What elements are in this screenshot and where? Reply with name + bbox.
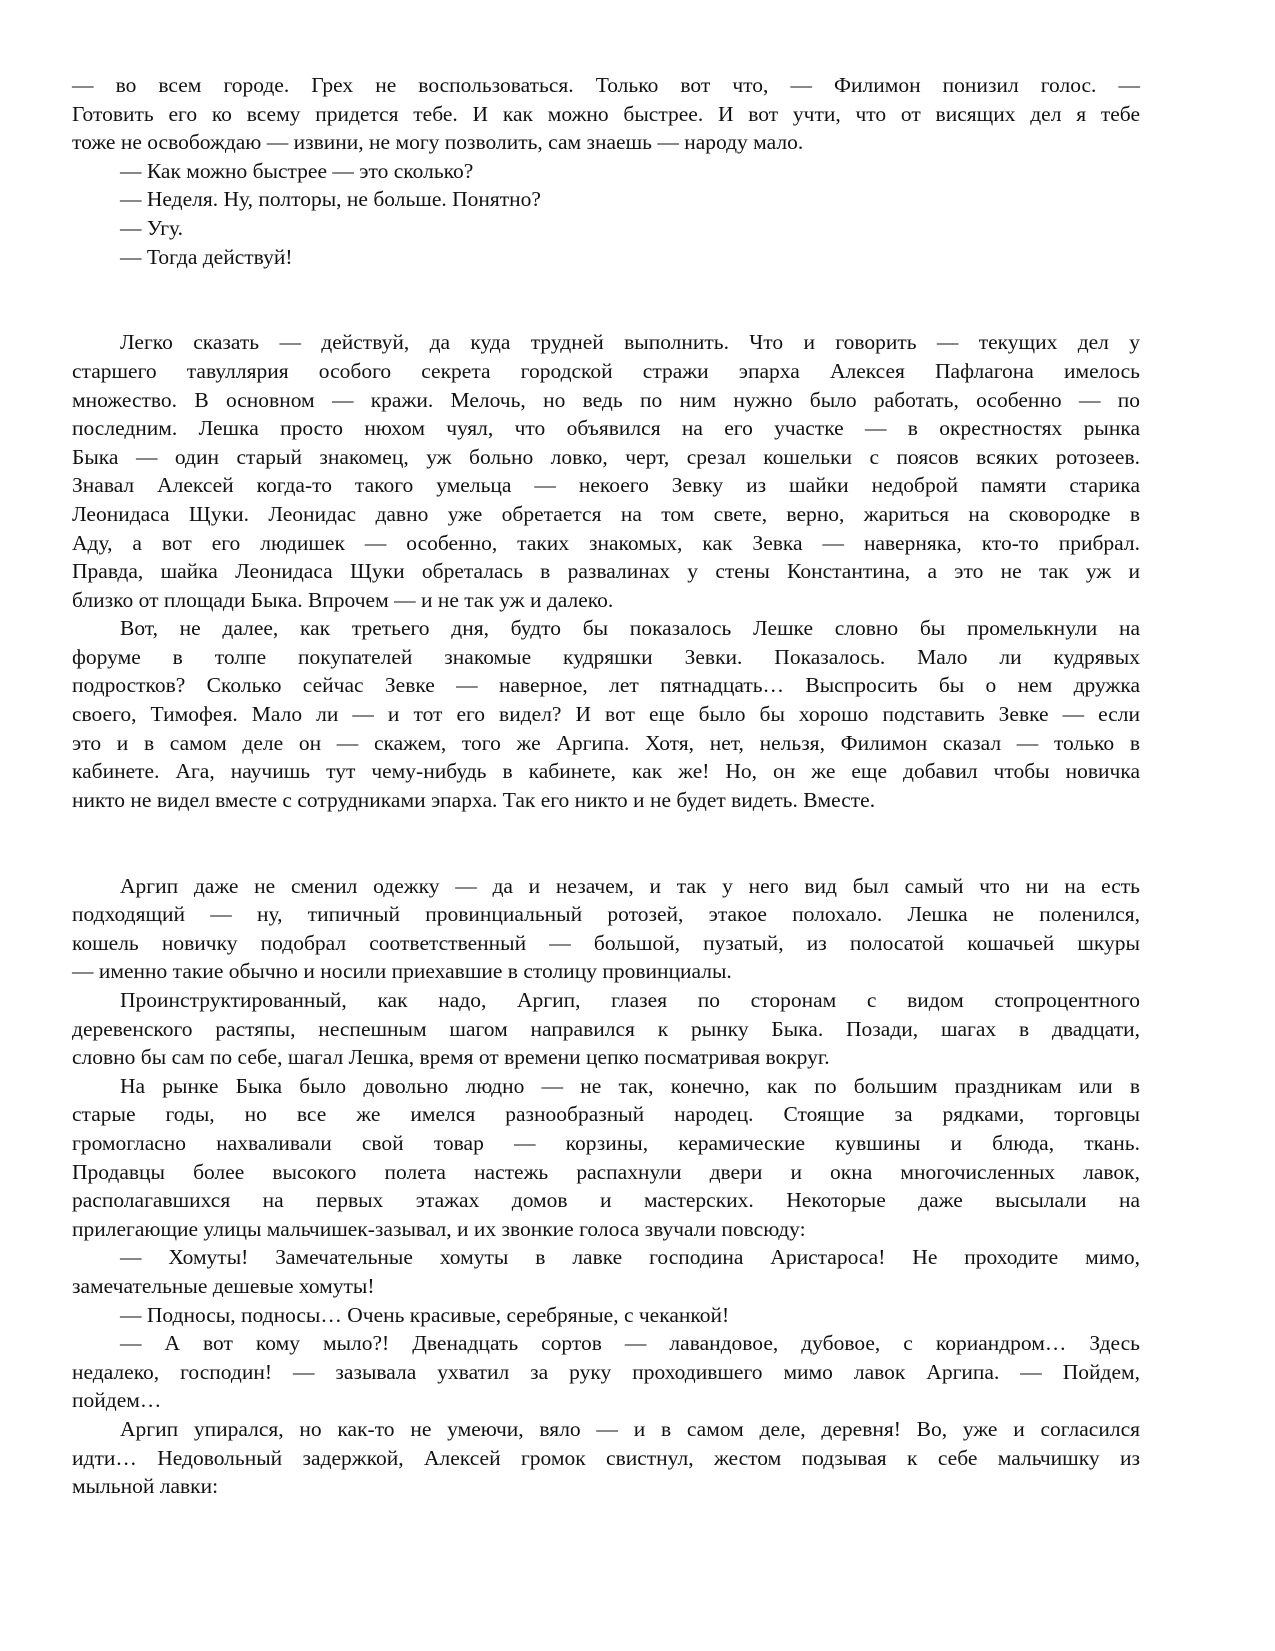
text-line: Проинструктированный, как надо, Аргип, глазея по сторонам с видом стопроцентного — [120, 988, 1140, 1012]
text-line: — Хомуты! Замечательные хомуты в лавке господина Аристароса! Не проходите мимо, — [120, 1245, 1140, 1270]
text-line: форуме в толпе покупателей знакомые кудряшки Зевки. Показалось. Мало ли кудрявых — [72, 644, 1140, 669]
text-line: — А вот кому мыло?! Двенадцать сортов — лавандовое, дубовое, с кориандром… Здесь — [120, 1331, 1140, 1356]
text-line: — Подносы, подносы… Очень красивые, серебряные, с чеканкой! — [120, 1302, 730, 1327]
paragraph — [72, 243, 1140, 272]
text-line: это и в самом деле он — скажем, того же Аргипа. Хотя, нет, нельзя, Филимон сказал — только в — [72, 730, 1140, 755]
text-line: идти… Недовольный задержкой, Алексей громок свистнул, жестом подзывая к себе мальчишку из — [72, 1445, 1140, 1470]
paragraph — [72, 986, 1140, 1072]
text-line: Быка — один старый знакомец, уж больно ловко, черт, срезал кошельки с поясов всяких ротозеев. — [72, 444, 1140, 469]
text-line: прилегающие улицы мальчишек-зазывал, и их звонкие голоса звучали повсюду: — [72, 1216, 806, 1241]
text-line: старые годы, но все же имелся разнообразный народец. Стоящие за рядками, торговцы — [72, 1102, 1140, 1127]
text-line: — во всем городе. Грех не воспользоваться. Только вот что, — Филимон понизил голос. — — [72, 73, 1140, 97]
text-line: словно бы сам по себе, шагал Лешка, время от времени цепко посматривая вокруг. — [72, 1045, 830, 1070]
paragraph — [72, 328, 1140, 614]
text-line: громогласно нахваливали свой товар — корзины, керамические кувшины и блюда, ткань. — [72, 1130, 1140, 1155]
paragraph — [72, 1072, 1140, 1244]
document-page — [72, 71, 1140, 1501]
text-line: деревенского растяпы, неспешным шагом направился к рынку Быка. Позади, шагах в двадцати, — [72, 1016, 1140, 1041]
paragraph — [72, 872, 1140, 986]
paragraph — [72, 1329, 1140, 1415]
paragraph — [72, 1301, 1140, 1330]
text-line: — Тогда действуй! — [120, 244, 293, 269]
paragraph — [72, 1243, 1140, 1300]
paragraph — [72, 214, 1140, 243]
text-line: Продавцы более высокого полета настежь распахнули двери и окна многочисленных лавок, — [72, 1159, 1140, 1184]
text-line: Аду, а вот его людишек — особенно, таких знакомых, как Зевка — наверняка, кто-то прибрал. — [72, 530, 1140, 555]
paragraph — [72, 614, 1140, 814]
text-line: — именно такие обычно и носили приехавшие в столицу провинциалы. — [72, 959, 732, 984]
text-line: кошель новичку подобрал соответственный — большой, пузатый, из полосатой кошачьей шкуры — [72, 930, 1140, 955]
text-line: Знавал Алексей когда-то такого умельца — некоего Зевку из шайки недоброй памяти старика — [72, 473, 1140, 498]
text-line: никто не видел вместе с сотрудниками эпарха. Так его никто и не будет видеть. Вместе. — [72, 787, 876, 812]
paragraph — [72, 1415, 1140, 1501]
text-line: кабинете. Ага, научишь тут чему-нибудь в кабинете, как же! Но, он же еще добавил чтобы новичка — [72, 759, 1140, 784]
text-line: — Неделя. Ну, полторы, не больше. Понятно? — [120, 187, 541, 212]
text-line: Леонидаса Щуки. Леонидас давно уже обретается на том свете, верно, жариться на сковородке в — [72, 501, 1140, 526]
paragraph — [72, 71, 1140, 157]
text-line: недалеко, господин! — зазывала ухватил за руку проходившего мимо лавок Аргипа. — Пойдем, — [72, 1359, 1140, 1384]
text-line: располагавшихся на первых этажах домов и мастерских. Некоторые даже высылали на — [72, 1188, 1140, 1213]
text-line: подходящий — ну, типичный провинциальный ротозей, этакое полохало. Лешка не поленился, — [72, 902, 1140, 927]
text-line: Аргип даже не сменил одежку — да и незачем, и так у него вид был самый что ни на есть — [120, 873, 1140, 898]
paragraph — [72, 157, 1140, 186]
paragraph — [72, 185, 1140, 214]
text-line: Вот, не далее, как третьего дня, будто бы показалось Лешке словно бы промелькнули на — [120, 616, 1140, 641]
text-line: старшего тавуллярия особого секрета городской стражи эпарха Алексея Пафлагона имелось — [72, 358, 1140, 383]
text-line: — Как можно быстрее — это сколько? — [120, 158, 474, 183]
text-line: мыльной лавки: — [72, 1474, 219, 1499]
text-line: подростков? Сколько сейчас Зевке — наверное, лет пятнадцать… Выспросить бы о нем дружка — [72, 673, 1140, 698]
text-line: Готовить его ко всему придется тебе. И как можно быстрее. И вот учти, что от висящих дел я тебе — [72, 101, 1140, 126]
text-line: Легко сказать — действуй, да куда трудней выполнить. Что и говорить — текущих дел у — [120, 330, 1140, 355]
text-line: множество. В основном — кражи. Мелочь, но ведь по ним нужно было работать, особенно — по — [72, 387, 1140, 412]
text-line: На рынке Быка было довольно людно — не так, конечно, как по большим праздникам или в — [120, 1073, 1140, 1098]
text-line: последним. Лешка просто нюхом чуял, что объявился на его участке — в окрестностях рынка — [72, 416, 1140, 441]
text-line: тоже не освобождаю — извини, не могу позволить, сам знаешь — народу мало. — [72, 130, 804, 155]
text-line: замечательные дешевые хомуты! — [72, 1273, 375, 1298]
text-line: близко от площади Быка. Впрочем — и не так уж и далеко. — [72, 587, 614, 612]
text-line: Аргип упирался, но как-то не умеючи, вяло — и в самом деле, деревня! Во, уже и согласился — [120, 1416, 1140, 1441]
text-line: своего, Тимофея. Мало ли — и тот его видел? И вот еще было бы хорошо подставить Зевке — если — [72, 702, 1140, 727]
text-line: Правда, шайка Леонидаса Щуки обреталась в развалинах у стены Константина, а это не так уж и — [72, 559, 1140, 584]
text-line: — Угу. — [120, 215, 183, 240]
section-break — [72, 814, 1140, 871]
text-line: пойдем… — [72, 1388, 162, 1413]
section-break — [72, 271, 1140, 328]
